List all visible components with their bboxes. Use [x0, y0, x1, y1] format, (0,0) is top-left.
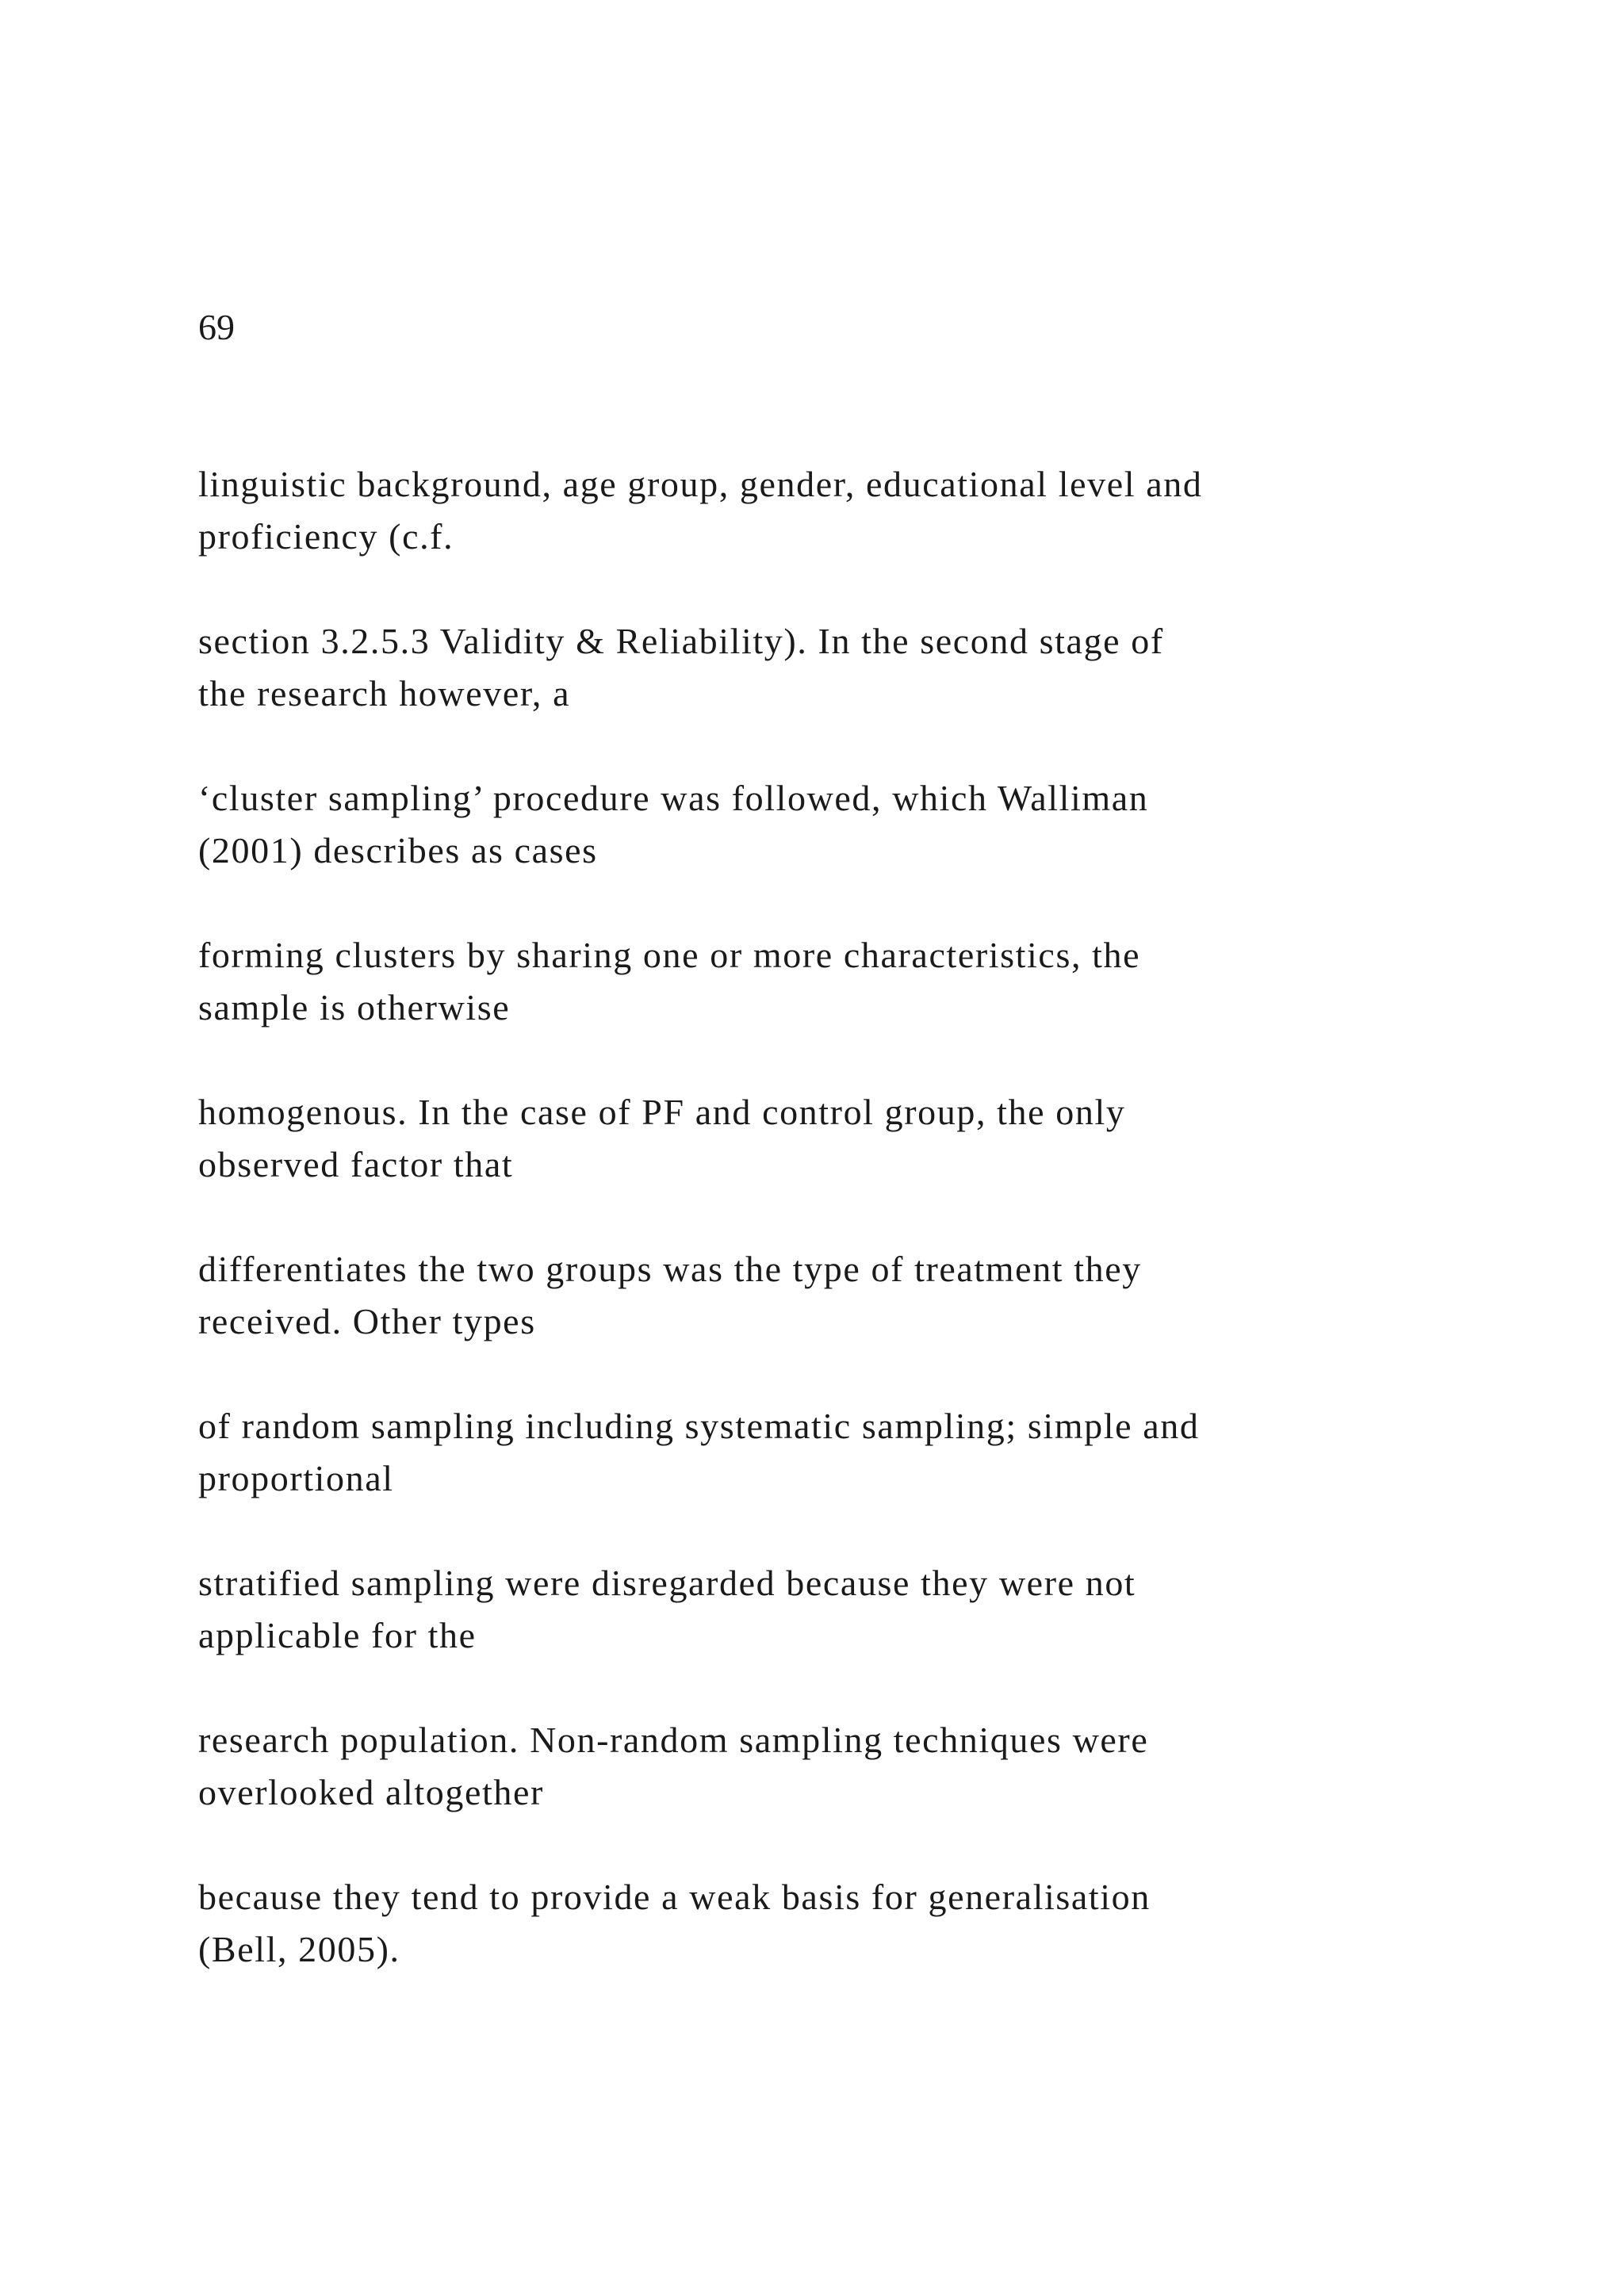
text-line: of random sampling including systematic sampling; simple and: [198, 1406, 1200, 1446]
text-line: linguistic background, age group, gender, educational level and: [198, 464, 1203, 504]
text-line: sample is otherwise: [198, 987, 511, 1027]
text-line: the research however, a: [198, 673, 571, 714]
text-line: because they tend to provide a weak basis for generalisation: [198, 1877, 1151, 1917]
paragraph-7: [198, 1400, 1483, 1505]
text-line: overlooked altogether: [198, 1772, 544, 1812]
text-line: applicable for the: [198, 1615, 477, 1655]
text-line: observed factor that: [198, 1144, 514, 1184]
text-line: ‘cluster sampling’ procedure was followed, which Walliman: [198, 778, 1149, 818]
paragraph-6: [198, 1243, 1483, 1348]
text-line: section 3.2.5.3 Validity & Reliability). In the second stage of: [198, 621, 1164, 661]
text-line: received. Other types: [198, 1301, 536, 1341]
text-line: research population. Non-random sampling techniques were: [198, 1720, 1149, 1760]
text-line: homogenous. In the case of PF and control group, the only: [198, 1092, 1126, 1132]
paragraph-4: [198, 929, 1483, 1034]
paragraph-1: [198, 458, 1483, 563]
paragraph-3: [198, 772, 1483, 877]
paragraph-2: [198, 615, 1483, 720]
text-line: forming clusters by sharing one or more characteristics, the: [198, 935, 1141, 975]
text-line: stratified sampling were disregarded because they were not: [198, 1563, 1136, 1603]
text-line: proficiency (c.f.: [198, 516, 454, 557]
paragraph-8: [198, 1557, 1483, 1662]
paragraph-10: [198, 1871, 1483, 1976]
text-line: (Bell, 2005).: [198, 1929, 400, 1969]
page-number: 69: [198, 307, 235, 347]
paragraph-9: [198, 1714, 1483, 1819]
text-line: differentiates the two groups was the type of treatment they: [198, 1249, 1142, 1289]
text-line: proportional: [198, 1458, 394, 1498]
text-line: (2001) describes as cases: [198, 830, 598, 871]
paragraph-5: [198, 1086, 1483, 1191]
